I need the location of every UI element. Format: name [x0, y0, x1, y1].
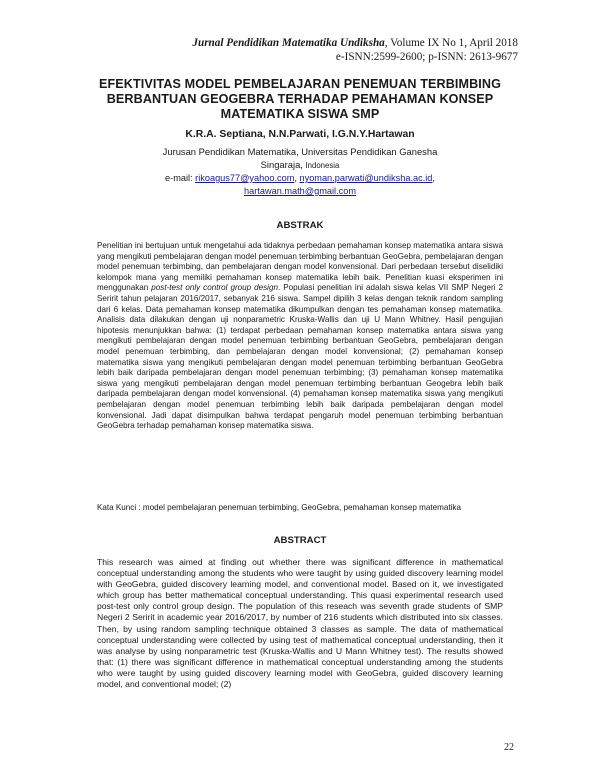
title-line-1: EFEKTIVITAS MODEL PEMBELAJARAN PENEMUAN TERBIMBING [99, 77, 501, 91]
email-separator: , [294, 173, 300, 183]
email-link-1[interactable]: rikoagus77@yahoo.com [195, 173, 295, 183]
journal-header [192, 36, 518, 64]
affiliation [60, 145, 540, 172]
title-line-3: MATEMATIKA SISWA SMP [220, 107, 380, 121]
keywords: Kata Kunci : model pembelajaran penemuan terbimbing, GeoGebra, pemahaman konsep matematika [97, 503, 461, 512]
email-prefix: e-mail: [165, 173, 196, 183]
emails [60, 172, 540, 198]
abstrak-body [97, 241, 503, 432]
journal-name: Jurnal Pendidikan Matematika Undiksha [192, 37, 385, 49]
emails-line-1 [60, 172, 540, 185]
affiliation-location [60, 158, 540, 172]
authors: K.R.A. Septiana, N.N.Parwati, I.G.N.Y.Hartawan [185, 129, 415, 140]
issn-line: e-ISNN:2599-2600; p-ISNN: 2613-9677 [335, 51, 518, 63]
abstrak-text-2: . Populasi penelitian ini adalah siswa kelas VII SMP Negeri 2 Seririt tahun pelajaran 2016/2017, sebanyak 216 siswa. Sampel dipilih 3 kelas dengan teknik random sampling dari 6 kelas. Data pemahaman konsep matematika dikumpulkan dengan tes pemahaman konsep matematika. Analisis data dilakukan dengan uji nonparametric Kruska-Wallis dan uji U Mann Whitney. Hasil pengujian hipotesis menunjukkan bahwa: (1) terdapat perbedaan pemahaman konsep matematika antara siswa yang mengikuti pembelajaran dengan model penemuan terbimbing berbantuan GeoGebra, pembelajaran dengan model penemuan terbimbing, dan pembelajaran dengan model konvensional; (2) pemahaman konsep matematika siswa yang mengikuti pembelajaran dengan model penemuan terbimbing berbantuan GeoGebra lebih baik daripada pembelajaran dengan model penemuan terbimbing; (3) pemahaman konsep matematika siswa yang mengikuti pembelajaran dengan model penemuan terbimbing berbantuan Geogebra lebih baik daripada pembelajaran dengan model konvensional. (4) pemahaman konsep matematika siswa yang mengikuti pembelajaran dengan model penemuan terbimbing lebih baik daripada pembelajaran dengan model konvensional. Jadi dapat disimpulkan bahwa terdapat pengaruh model penemuan terbimbing berbantuan GeoGebra terhadap pemahaman konsep matematika siswa. [97, 283, 503, 431]
volume-info: , Volume IX No 1, April 2018 [384, 37, 518, 49]
email-separator: , [432, 173, 435, 183]
email-link-3[interactable]: hartawan.math@gmail.com [244, 186, 356, 196]
title-line-2: BERBANTUAN GEOGEBRA TERHADAP PEMAHAMAN KONSEP [106, 92, 494, 106]
email-link-2[interactable]: nyoman.parwati@undiksha.ac.id [299, 173, 433, 183]
emails-line-2 [60, 185, 540, 198]
page-number: 22 [504, 742, 514, 753]
abstrak-text-1: Penelitian ini bertujuan untuk mengetahui ada tidaknya perbedaan pemahaman konsep matematika antara siswa yang mengikuti pembelajaran dengan model penemuan terbimbing berbantuan GeoGebra, pembelajaran dengan model penemuan terbimbing, dan pembelajaran dengan model konvensional. Dari perbedaan tersebut diselidiki kelompok mana yang memiliki pemahaman konsep matematika lebih baik. Penelitian kuasi eksperimen ini menggunakan [97, 241, 503, 293]
abstrak-heading: ABSTRAK [276, 220, 324, 231]
affiliation-country: Indonesia [305, 161, 340, 170]
abstract-heading: ABSTRACT [273, 535, 327, 546]
abstrak-design-italic: post-test only control group design [151, 283, 278, 293]
paper-title [60, 77, 540, 122]
affiliation-line: Jurusan Pendidikan Matematika, Universitas Pendidikan Ganesha [162, 146, 438, 157]
abstract-body: This research was aimed at finding out whether there was significant difference in mathematical conceptual understanding among the students who were taught by using guided discovery learning model with GeoGebra, guided discovery learning model, and conventional model. Based on it, we investigated which group has better mathematical conceptual understanding. This quasi experimental research used post-test only control group design. The population of this reseach was seventh grade students of SMP Negeri 2 Seririt in academic year 2016/2017, by number of 216 students which distributed into six classes. Then, by using random sampling technique obtained 3 classes as sample. The data of mathematical conceptual understanding were collected by using test of mathematical conceptual understanding, then it was analyse by using nonparametric test (Kruska-Wallis and U Mann Whitney test). The results showed that: (1) there was significant difference in mathematical conceptual understanding among the students who were taught by using guided discovery learning model with GeoGebra, guided discovery learning model, and conventional model; (2) [97, 557, 503, 690]
journal-line [192, 36, 518, 50]
affiliation-city: Singaraja, [260, 159, 306, 170]
